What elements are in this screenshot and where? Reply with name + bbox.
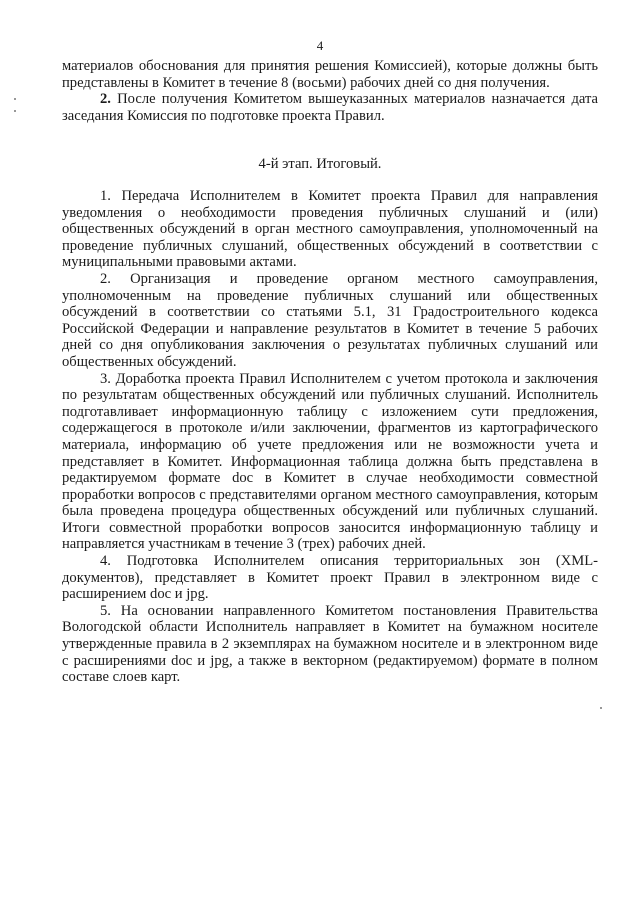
intro-item-2-paragraph — [62, 91, 598, 124]
scan-speck — [14, 98, 16, 100]
scan-speck — [14, 110, 16, 112]
stage-4-heading: 4-й этап. Итоговый. — [258, 156, 382, 172]
intro-section — [62, 58, 598, 124]
intro-continuation-paragraph: материалов обоснования для принятия решения Комиссией), которые должны быть представлены в Комитет в течение 8 (восьми) рабочих дней со дня получения. — [62, 58, 598, 91]
stage-4-item-1: 1. Передача Исполнителем в Комитет проекта Правил для направления уведомления о необходимости проведения публичных слушаний и (или) общественных обсуждений в орган местного самоуправления, уполномоченный на проведение публичных слушаний, общественных обсуждений в соответствии с муниципальными правовыми актами. — [62, 188, 598, 271]
stage-4-item-3: 3. Доработка проекта Правил Исполнителем с учетом протокола и заключения по результатам общественных обсуждений или публичных слушаний. Исполнитель подготавливает информационную таблицу с изложением сути предложения, содержащегося в протоколе и/или заключении, фрагментов из картографического материала, информацию об учете предложения или не возможности учета и представляет в Комитет. Информационная таблица должна быть представлена в редактируемом формате doc в Комитет в случае необходимости совместной проработки вопросов с представителями органом местного самоуправления, которым была проведена процедура общественных обсуждений или публичных слушаний. Итоги совместной проработки вопросов заносится информационную таблицу и направляется участникам в течение 3 (трех) рабочих дней. — [62, 370, 598, 553]
intro-item-2-number: 2. — [100, 91, 111, 108]
stage-4-item-5: 5. На основании направленного Комитетом постановления Правительства Вологодской области Исполнитель направляет в Комитет на бумажном носителе утвержденные правила в 2 экземплярах на бумажном носителе и в электронном виде с расширениями doc и jpg, а также в векторном (редактируемом) формате в полном составе слоев карт. — [62, 602, 598, 686]
scan-speck — [600, 707, 602, 709]
page-number: 4 — [316, 38, 324, 53]
stage-4-item-4: 4. Подготовка Исполнителем описания территориальных зон (XML-документов), представляет в Комитет проект Правил в электронном виде с расширением doc и jpg. — [62, 553, 598, 603]
stage-4-item-2: 2. Организация и проведение органом местного самоуправления, уполномоченным на проведение публичных слушаний или общественных обсуждений в соответствии со статьями 5.1, 31 Градостроительного кодекса Российской Федерации и направление результатов в Комитет в течение 5 рабочих дней со дня опубликования заключения о результатах публичных слушаний или общественных обсуждений. — [62, 270, 598, 370]
stage-4-items — [62, 188, 598, 686]
intro-item-2-text: После получения Комитетом вышеуказанных материалов назначается дата заседания Комиссия по подготовке проекта Правил. — [62, 91, 598, 124]
